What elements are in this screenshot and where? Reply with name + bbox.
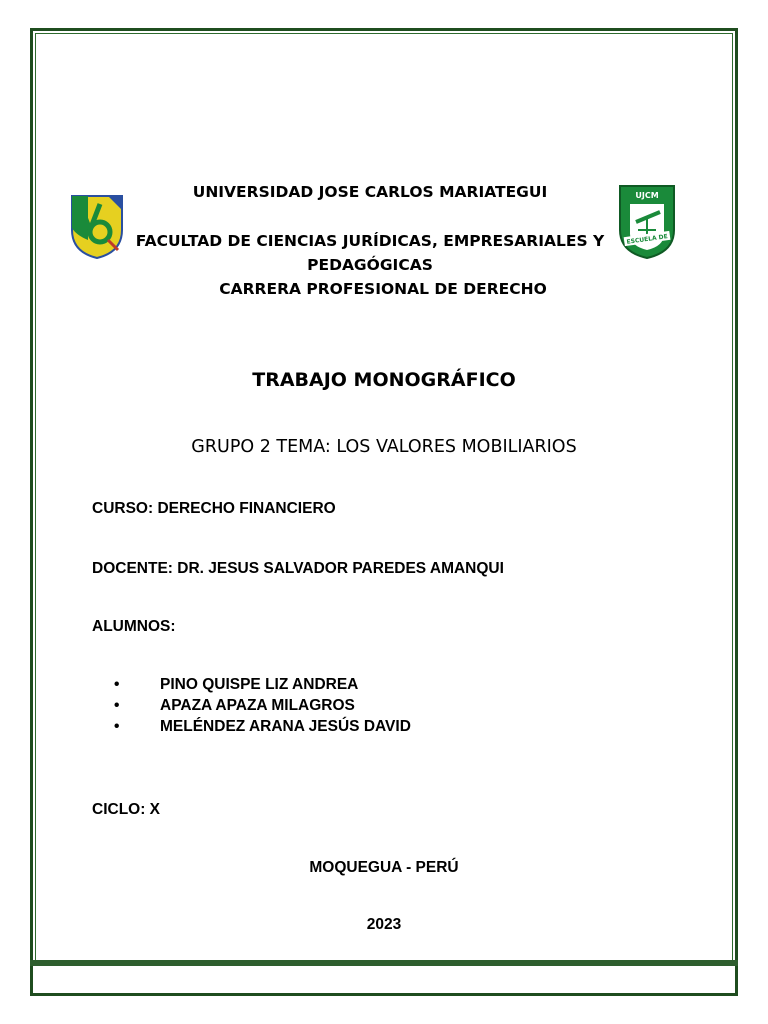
course-line: CURSO: DERECHO FINANCIERO: [92, 500, 336, 517]
page-border-bottom: [30, 960, 738, 966]
student-item: [114, 697, 355, 715]
student-name: MELÉNDEZ ARANA JESÚS DAVID: [160, 718, 411, 735]
cycle-line: CICLO: X: [92, 801, 161, 818]
document-title: TRABAJO MONOGRÁFICO: [252, 369, 516, 391]
year-line: 2023: [366, 916, 402, 933]
page-border-inner: [35, 33, 733, 961]
seal-text-escuela: ESCUELA DE: [626, 233, 669, 246]
university-name: UNIVERSIDAD JOSE CARLOS MARIATEGUI: [192, 183, 548, 201]
student-item: [114, 718, 411, 736]
place-line: MOQUEGUA - PERÚ: [309, 859, 459, 876]
faculty-name-line2: PEDAGÓGICAS: [307, 256, 433, 274]
bullet-icon: •: [114, 676, 120, 693]
faculty-name-line1: FACULTAD DE CIENCIAS JURÍDICAS, EMPRESARIALES Y: [135, 232, 605, 250]
teacher-line: DOCENTE: DR. JESUS SALVADOR PAREDES AMANQUI: [92, 560, 504, 577]
career-name: CARRERA PROFESIONAL DE DERECHO: [219, 280, 547, 298]
student-item: [114, 676, 358, 694]
students-label: ALUMNOS:: [92, 618, 176, 635]
student-name: APAZA APAZA MILAGROS: [160, 697, 355, 714]
bullet-icon: •: [114, 718, 120, 735]
seal-text-ujcm: UJCM: [635, 191, 659, 200]
student-name: PINO QUISPE LIZ ANDREA: [160, 676, 359, 693]
bullet-icon: •: [114, 697, 120, 714]
document-topic: GRUPO 2 TEMA: LOS VALORES MOBILIARIOS: [191, 437, 577, 457]
